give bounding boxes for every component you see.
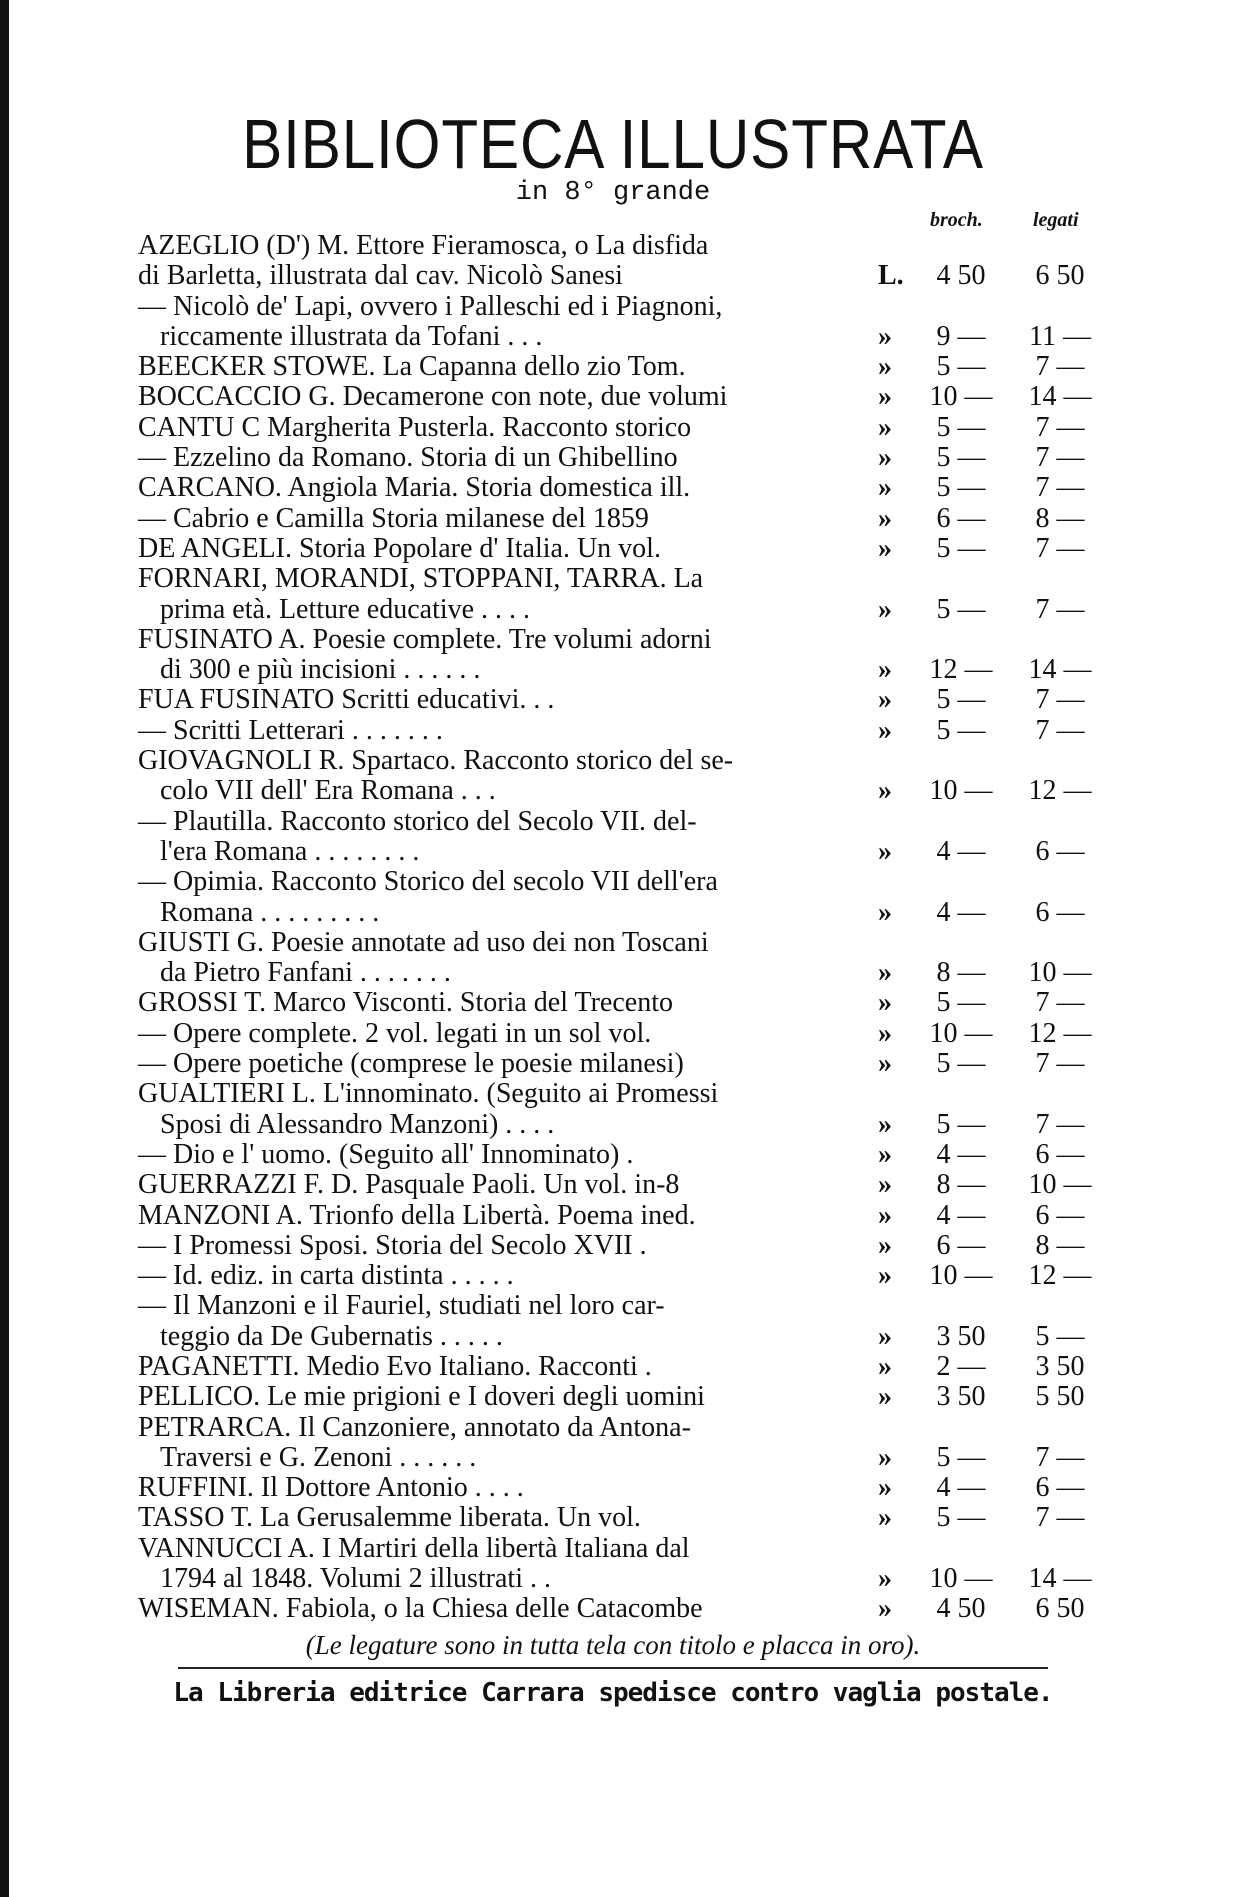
price-broch: 3 50: [936, 1381, 986, 1413]
entry-text: PETRARCA. Il Canzoniere, annotato da Antona-: [138, 1411, 691, 1443]
entry-guide: »: [878, 835, 892, 867]
entry-text: WISEMAN. Fabiola, o la Chiesa delle Catacombe: [138, 1593, 703, 1625]
entry-text: GUALTIERI L. L'innominato. (Seguito ai Promessi: [138, 1078, 719, 1110]
entry-guide: »: [878, 320, 892, 352]
entry-guide: »: [878, 1229, 892, 1261]
catalog-line: [138, 625, 1088, 655]
price-legati: 3 50: [1035, 1350, 1085, 1382]
entry-text: PELLICO. Le mie prigioni e I doveri degli uomini: [138, 1381, 705, 1413]
price-legati: 14 —: [1028, 381, 1092, 413]
catalog-line: [138, 1260, 1092, 1292]
price-legati: 6 —: [1035, 1199, 1085, 1231]
price-legati: 7 —: [1035, 714, 1085, 746]
catalog-line: [138, 654, 1092, 686]
price-broch: 8 —: [936, 957, 986, 989]
price-broch: 5 —: [936, 1502, 986, 1534]
entry-guide: »: [878, 1017, 892, 1049]
catalog-line: [138, 1594, 1088, 1624]
entry-text: GROSSI T. Marco Visconti. Storia del Trecento: [138, 987, 673, 1019]
entry-text: — Il Manzoni e il Fauriel, studiati nel loro car-: [138, 1290, 665, 1322]
entry-text: — Ezzelino da Romano. Storia di un Ghibellino: [138, 442, 678, 474]
price-broch: 6 —: [936, 502, 986, 534]
catalog-entries: [138, 230, 1092, 1625]
entry-text: Romana . . . . . . . . .: [160, 896, 380, 928]
catalog-line: [138, 1443, 1088, 1473]
entry-guide: »: [878, 957, 892, 989]
column-header-broch: broch.: [930, 209, 983, 231]
price-legati: 7 —: [1035, 1502, 1085, 1534]
price-legati: 7 —: [1035, 442, 1085, 474]
entry-guide: »: [878, 351, 892, 383]
entry-text: — Opimia. Racconto Storico del secolo VII dell'era: [138, 866, 718, 898]
entry-text: — I Promessi Sposi. Storia del Secolo XVII .: [138, 1229, 647, 1261]
entry-text: FUA FUSINATO Scritti educativi. . .: [138, 684, 555, 716]
entry-text: — Nicolò de' Lapi, ovvero i Palleschi ed i Piagnoni,: [138, 290, 723, 322]
price-legati: 12 —: [1028, 1017, 1092, 1049]
entry-text: — Opere complete. 2 vol. legati in un sol vol.: [138, 1017, 652, 1049]
catalog-line: [138, 867, 1088, 897]
price-broch: 10 —: [929, 381, 993, 413]
entry-text: prima età. Letture educative . . . .: [160, 593, 531, 625]
catalog-line: [138, 957, 1092, 989]
entry-guide: »: [878, 1350, 892, 1382]
catalog-line: [138, 320, 1091, 352]
entry-text: colo VII dell' Era Romana . . .: [160, 775, 496, 807]
price-legati: 14 —: [1028, 654, 1092, 686]
price-broch: 4 —: [936, 1138, 986, 1170]
price-broch: 5 —: [936, 714, 986, 746]
catalog-line: [138, 716, 1088, 746]
price-broch: 5 —: [936, 593, 986, 625]
entry-text: l'era Romana . . . . . . . .: [160, 835, 420, 867]
catalog-line: [138, 1110, 1088, 1140]
catalog-line: [138, 1201, 1088, 1231]
entry-text: — Cabrio e Camilla Storia milanese del 1859: [138, 502, 649, 534]
entry-guide: »: [878, 714, 892, 746]
catalog-line: [138, 1322, 1088, 1352]
entry-guide: »: [878, 442, 892, 474]
page-title: BIBLIOTECA ILLUSTRATA: [242, 105, 984, 183]
entry-guide: »: [878, 1108, 892, 1140]
price-broch: 5 —: [936, 987, 986, 1019]
catalog-line: [138, 595, 1088, 625]
price-legati: 6 —: [1035, 1138, 1085, 1170]
catalog-line: [138, 1503, 1088, 1533]
entry-text: teggio da De Gubernatis . . . . .: [160, 1320, 503, 1352]
entry-text: CANTU C Margherita Pusterla. Racconto storico: [138, 411, 692, 443]
entry-text: Traversi e G. Zenoni . . . . . .: [160, 1441, 477, 1473]
price-legati: 5 50: [1035, 1381, 1085, 1413]
catalog-line: [138, 504, 1088, 534]
catalog-line: [138, 775, 1092, 807]
catalog-line: [138, 837, 1088, 867]
catalog-page: [138, 105, 1092, 1709]
entry-text: TASSO T. La Gerusalemme liberata. Un vol.: [138, 1502, 641, 1534]
price-broch: 8 —: [936, 1169, 986, 1201]
catalog-line: [138, 1291, 1088, 1321]
price-broch: 5 —: [936, 472, 986, 504]
page-subtitle: in 8° grande: [515, 178, 711, 208]
price-broch: 10 —: [929, 775, 993, 807]
price-legati: 6 —: [1035, 835, 1085, 867]
entry-guide: »: [878, 1320, 892, 1352]
catalog-line: [138, 564, 1088, 594]
entry-text: — Plautilla. Racconto storico del Secolo VII. del-: [138, 805, 697, 837]
price-legati: 6 —: [1035, 1472, 1085, 1504]
entry-guide: »: [878, 502, 892, 534]
entry-guide: »: [878, 381, 892, 413]
entry-text: da Pietro Fanfani . . . . . . .: [160, 957, 451, 989]
entry-guide: »: [878, 1199, 892, 1231]
entry-text: — Id. ediz. in carta distinta . . . . .: [138, 1260, 514, 1292]
entry-text: Sposi di Alessandro Manzoni) . . . .: [160, 1108, 555, 1140]
price-broch: 5 —: [936, 532, 986, 564]
entry-guide: »: [878, 1563, 892, 1595]
catalog-line: [138, 1231, 1088, 1261]
entry-guide: »: [878, 472, 892, 504]
price-broch: 5 —: [936, 1441, 986, 1473]
price-legati: 6 50: [1035, 260, 1085, 292]
catalog-line: [138, 413, 1088, 443]
entry-guide: L.: [878, 260, 904, 292]
entry-text: GUERRAZZI F. D. Pasquale Paoli. Un vol. in-8: [138, 1169, 680, 1201]
price-broch: 5 —: [936, 442, 986, 474]
price-legati: 12 —: [1028, 1260, 1092, 1292]
price-legati: 10 —: [1028, 957, 1092, 989]
entry-text: di 300 e più incisioni . . . . . .: [160, 654, 481, 686]
price-legati: 6 —: [1035, 896, 1085, 928]
entry-guide: »: [878, 775, 892, 807]
price-broch: 10 —: [929, 1017, 993, 1049]
catalog-line: [138, 1169, 1092, 1201]
price-legati: 12 —: [1028, 775, 1092, 807]
price-column-headers: [138, 207, 1088, 231]
entry-text: GIUSTI G. Poesie annotate ad uso dei non Toscani: [138, 926, 709, 958]
entry-text: FUSINATO A. Poesie complete. Tre volumi adorni: [138, 623, 712, 655]
catalog-line: [138, 261, 1088, 291]
price-broch: 4 —: [936, 1199, 986, 1231]
entry-text: DE ANGELI. Storia Popolare d' Italia. Un vol.: [138, 532, 661, 564]
price-broch: 10 —: [929, 1563, 993, 1595]
price-broch: 5 —: [936, 1048, 986, 1080]
entry-guide: »: [878, 1502, 892, 1534]
price-legati: 7 —: [1035, 532, 1085, 564]
entry-guide: »: [878, 684, 892, 716]
price-broch: 5 —: [936, 684, 986, 716]
catalog-line: [138, 1140, 1088, 1170]
entry-text: — Opere poetiche (comprese le poesie milanesi): [138, 1048, 684, 1080]
entry-text: RUFFINI. Il Dottore Antonio . . . .: [138, 1472, 524, 1504]
price-legati: 7 —: [1035, 987, 1085, 1019]
price-legati: 7 —: [1035, 684, 1085, 716]
price-broch: 2 —: [936, 1350, 986, 1382]
price-legati: 11 —: [1029, 320, 1091, 352]
price-legati: 7 —: [1035, 1441, 1085, 1473]
entry-text: 1794 al 1848. Volumi 2 illustrati . .: [160, 1563, 551, 1595]
entry-guide: »: [878, 987, 892, 1019]
entry-guide: »: [878, 1138, 892, 1170]
entry-guide: »: [878, 1593, 892, 1625]
entry-guide: »: [878, 1169, 892, 1201]
entry-text: FORNARI, MORANDI, STOPPANI, TARRA. La: [138, 563, 704, 595]
catalog-line: [138, 807, 1088, 837]
entry-text: MANZONI A. Trionfo della Libertà. Poema ined.: [138, 1199, 696, 1231]
catalog-line: [138, 1413, 1088, 1443]
catalog-line: [138, 1563, 1092, 1595]
entry-guide: »: [878, 896, 892, 928]
catalog-line: [138, 1473, 1088, 1503]
price-broch: 5 —: [936, 411, 986, 443]
price-broch: 4 50: [936, 260, 986, 292]
price-broch: 4 50: [936, 1593, 986, 1625]
entry-text: GIOVAGNOLI R. Spartaco. Racconto storico del se-: [138, 745, 734, 777]
price-broch: 10 —: [929, 1260, 993, 1292]
price-legati: 7 —: [1035, 351, 1085, 383]
price-legati: 10 —: [1028, 1169, 1092, 1201]
price-broch: 12 —: [929, 654, 993, 686]
entry-text: BOCCACCIO G. Decamerone con note, due volumi: [138, 381, 728, 413]
catalog-line: [138, 1017, 1092, 1049]
entry-text: AZEGLIO (D') M. Ettore Fieramosca, o La disfida: [138, 230, 709, 261]
price-broch: 3 50: [936, 1320, 986, 1352]
entry-text: BEECKER STOWE. La Capanna dello zio Tom.: [138, 351, 686, 383]
price-legati: 7 —: [1035, 593, 1085, 625]
entry-text: — Dio e l' uomo. (Seguito all' Innominato) .: [138, 1138, 634, 1170]
page-edge: [0, 0, 9, 1897]
catalog-line: [138, 1382, 1088, 1412]
divider: [178, 1667, 1048, 1669]
price-broch: 4 —: [936, 835, 986, 867]
entry-guide: »: [878, 1381, 892, 1413]
price-legati: 7 —: [1035, 1048, 1085, 1080]
price-broch: 4 —: [936, 896, 986, 928]
catalog-line: [138, 231, 1088, 261]
price-legati: 8 —: [1035, 1229, 1085, 1261]
price-legati: 7 —: [1035, 1108, 1085, 1140]
column-header-legati: legati: [1033, 209, 1079, 231]
entry-text: — Scritti Letterari . . . . . . .: [138, 714, 443, 746]
entry-guide: »: [878, 593, 892, 625]
catalog-line: [138, 381, 1092, 413]
price-legati: 5 —: [1035, 1320, 1085, 1352]
catalog-line: [138, 292, 1088, 322]
entry-text: PAGANETTI. Medio Evo Italiano. Racconti .: [138, 1350, 652, 1382]
entry-guide: »: [878, 1441, 892, 1473]
price-broch: 4 —: [936, 1472, 986, 1504]
entry-text: riccamente illustrata da Tofani . . .: [160, 320, 543, 352]
catalog-line: [138, 1352, 1088, 1382]
entry-guide: »: [878, 654, 892, 686]
catalog-line: [138, 1079, 1088, 1109]
catalog-line: [138, 685, 1088, 715]
catalog-line: [138, 1049, 1088, 1079]
catalog-line: [138, 988, 1088, 1018]
price-legati: 14 —: [1028, 1563, 1092, 1595]
entry-guide: »: [878, 411, 892, 443]
entry-guide: »: [878, 1048, 892, 1080]
catalog-line: [138, 473, 1088, 503]
catalog-line: [138, 352, 1088, 382]
entry-guide: »: [878, 1472, 892, 1504]
entry-text: VANNUCCI A. I Martiri della libertà Italiana dal: [138, 1532, 690, 1564]
catalog-line: [138, 928, 1088, 958]
price-legati: 7 —: [1035, 472, 1085, 504]
entry-text: di Barletta, illustrata dal cav. Nicolò Sanesi: [138, 260, 623, 292]
price-broch: 5 —: [936, 351, 986, 383]
price-broch: 5 —: [936, 1108, 986, 1140]
price-broch: 6 —: [936, 1229, 986, 1261]
catalog-line: [138, 534, 1088, 564]
price-broch: 9 —: [936, 320, 986, 352]
publisher-footer: La Libreria editrice Carrara spedisce contro vaglia postale.: [173, 1677, 1053, 1708]
entry-guide: »: [878, 1260, 892, 1292]
catalog-line: [138, 1534, 1088, 1564]
catalog-line: [138, 746, 1088, 776]
price-legati: 7 —: [1035, 411, 1085, 443]
catalog-line: [138, 898, 1088, 928]
price-legati: 6 50: [1035, 1593, 1085, 1625]
price-legati: 8 —: [1035, 502, 1085, 534]
binding-note: (Le legature sono in tutta tela con titolo e placca in oro).: [305, 1629, 921, 1660]
entry-guide: »: [878, 532, 892, 564]
entry-text: CARCANO. Angiola Maria. Storia domestica ill.: [138, 472, 691, 504]
catalog-line: [138, 443, 1088, 473]
